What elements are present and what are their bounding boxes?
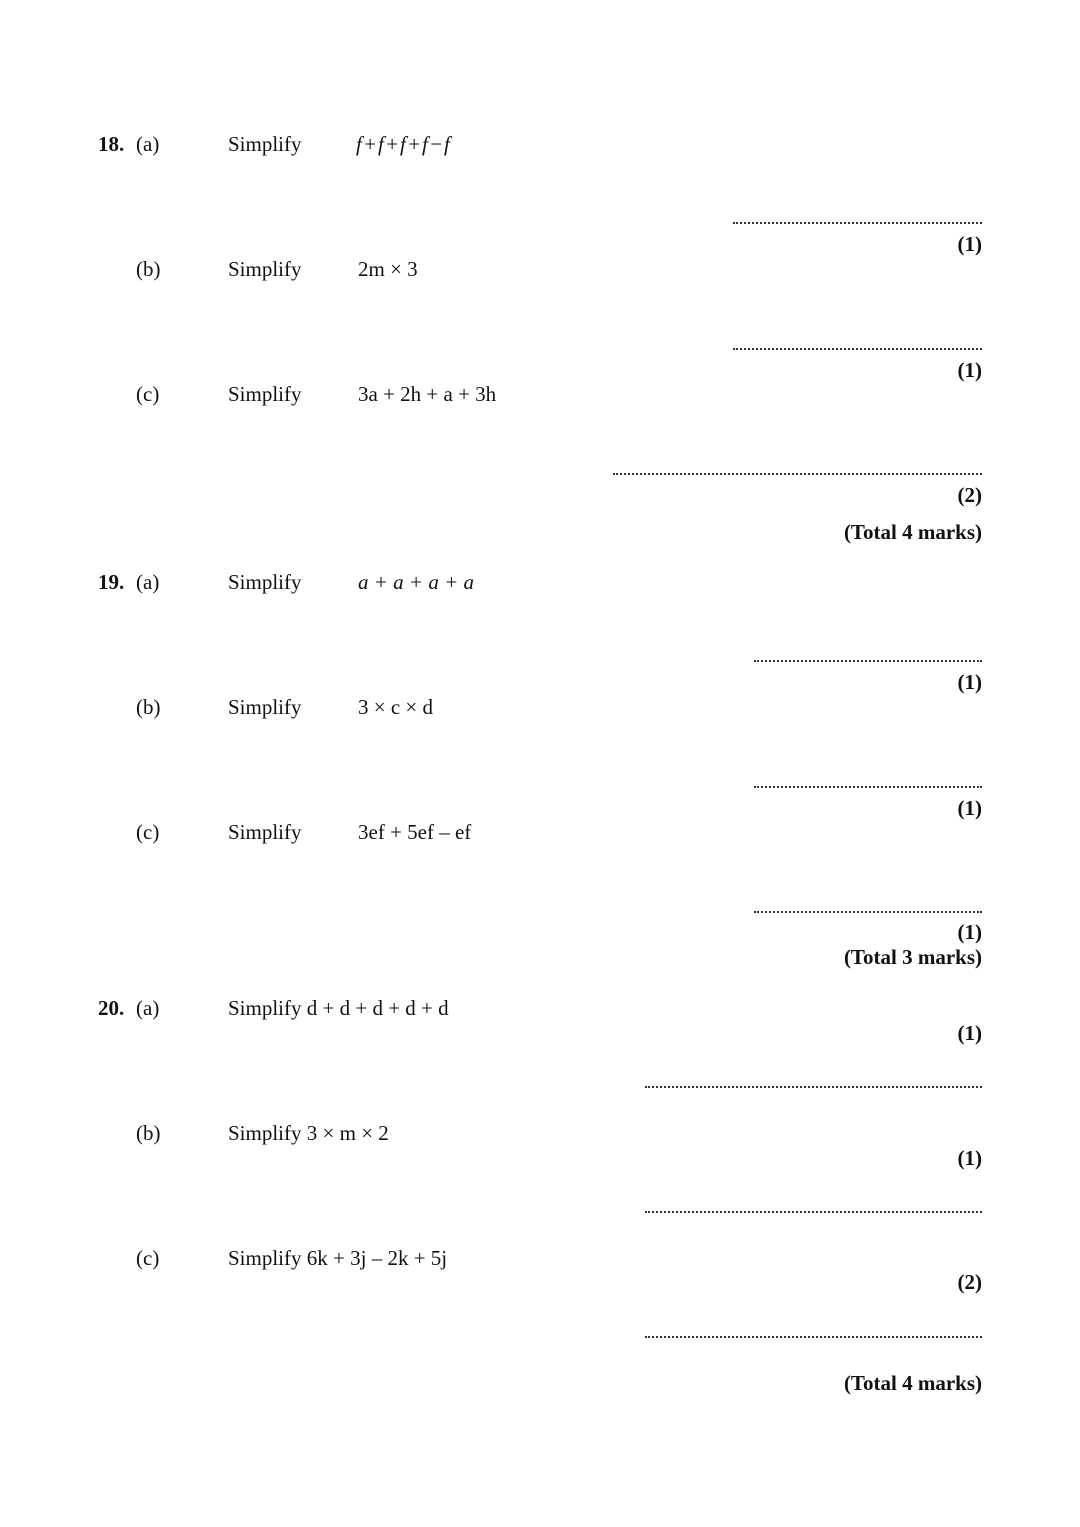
question-18c-answer-line[interactable] xyxy=(613,473,982,475)
question-19c-label: (c) xyxy=(136,820,160,844)
question-18a-instruction: Simplify xyxy=(228,132,302,156)
question-19a-mark: (1) xyxy=(957,670,982,694)
question-19b-mark: (1) xyxy=(957,796,982,820)
question-19a-expression: a + a + a + a xyxy=(358,570,475,594)
question-18c-expression: 3a + 2h + a + 3h xyxy=(358,382,497,406)
question-20b-answer-line[interactable] xyxy=(645,1211,982,1213)
question-19-number: 19. xyxy=(98,570,125,594)
question-18b-label: (b) xyxy=(136,257,161,281)
question-19b-label: (b) xyxy=(136,695,161,719)
question-18c-label: (c) xyxy=(136,382,160,406)
question-19a-instruction: Simplify xyxy=(228,570,302,594)
question-20b-label: (b) xyxy=(136,1121,161,1145)
question-20c-instruction: Simplify 6k + 3j – 2k + 5j xyxy=(228,1246,448,1270)
question-19c-mark: (1) xyxy=(957,920,982,944)
question-19c-expression: 3ef + 5ef – ef xyxy=(358,820,472,844)
question-18b-mark: (1) xyxy=(957,358,982,382)
question-18b-instruction: Simplify xyxy=(228,257,302,281)
question-20-number: 20. xyxy=(98,996,125,1020)
question-19a-answer-line[interactable] xyxy=(754,660,982,662)
question-20-total-marks: (Total 4 marks) xyxy=(843,1371,982,1395)
question-18c-instruction: Simplify xyxy=(228,382,302,406)
question-20a-mark: (1) xyxy=(957,1021,982,1045)
question-20c-answer-line[interactable] xyxy=(645,1336,982,1338)
question-18a-answer-line[interactable] xyxy=(733,222,982,224)
question-20a-instruction: Simplify d + d + d + d + d xyxy=(228,996,449,1020)
question-19b-answer-line[interactable] xyxy=(754,786,982,788)
question-19b-instruction: Simplify xyxy=(228,695,302,719)
question-18-number: 18. xyxy=(98,132,125,156)
question-18a-expression: f+f+f+f−f xyxy=(356,132,451,156)
question-19c-answer-line[interactable] xyxy=(754,911,982,913)
question-18a-mark: (1) xyxy=(957,232,982,256)
question-20b-instruction: Simplify 3 × m × 2 xyxy=(228,1121,389,1145)
question-20a-answer-line[interactable] xyxy=(645,1086,982,1088)
question-18-total-marks: (Total 4 marks) xyxy=(843,520,982,544)
question-19c-instruction: Simplify xyxy=(228,820,302,844)
question-18a-label: (a) xyxy=(136,132,160,156)
question-20c-mark: (2) xyxy=(957,1270,982,1294)
question-19-total-marks: (Total 3 marks) xyxy=(843,945,982,969)
question-18b-answer-line[interactable] xyxy=(733,348,982,350)
question-20c-label: (c) xyxy=(136,1246,160,1270)
question-18b-expression: 2m × 3 xyxy=(358,257,418,281)
question-19a-label: (a) xyxy=(136,570,160,594)
question-20a-label: (a) xyxy=(136,996,160,1020)
question-19b-expression: 3 × c × d xyxy=(358,695,434,719)
question-20b-mark: (1) xyxy=(957,1146,982,1170)
question-18c-mark: (2) xyxy=(957,483,982,507)
